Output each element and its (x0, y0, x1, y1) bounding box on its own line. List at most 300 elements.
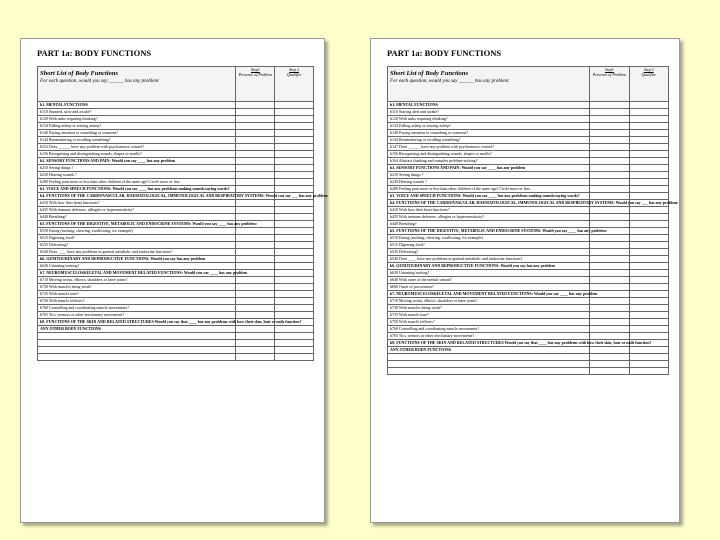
step2-answer-cell[interactable] (275, 242, 314, 249)
step1-answer-cell[interactable] (590, 116, 629, 123)
question-text: b144 Remembering or recalling something? (388, 137, 590, 144)
question-row (38, 228, 314, 235)
question-text: b230 Hearing sounds ? (388, 179, 590, 186)
step2-answer-cell[interactable] (275, 347, 314, 354)
question-text: b110 Stunned, slow and awake? (38, 109, 236, 116)
question-text (38, 354, 236, 361)
question-text: b440 Breathing? (38, 214, 236, 221)
step1-answer-cell[interactable] (236, 165, 275, 172)
step2-answer-cell[interactable] (629, 256, 668, 263)
step1-answer-cell[interactable] (590, 144, 629, 151)
question-text: b435 With immune defences, allergies or hypersensitivity? (38, 207, 236, 214)
question-row (388, 116, 669, 123)
step1-answer-cell[interactable] (236, 109, 275, 116)
blank-row (38, 333, 314, 340)
question-row (38, 123, 314, 130)
question-row (388, 207, 669, 214)
step1-answer-cell[interactable] (590, 158, 629, 165)
step1-answer-cell[interactable] (590, 207, 629, 214)
question-row (38, 235, 314, 242)
step2-answer-cell[interactable] (629, 193, 668, 200)
section-heading: b6. GENITOURINARY AND REPRODUCTIVE FUNCTIONS: Would you say has any problem (38, 256, 236, 263)
step1-description: Presence of Problem (592, 72, 626, 77)
step2-description: Qualifier (641, 72, 657, 77)
step2-answer-cell[interactable] (629, 221, 668, 228)
question-text: b147 Does ______ have any problem with psychomotor control? (388, 144, 590, 151)
question-row (388, 179, 669, 186)
step1-label: Step1 (250, 67, 260, 72)
table-header-question: For each question, would you say ______ has any problem: (390, 79, 510, 84)
table-header-question: For each question, would you say ______ has any problem: (40, 79, 160, 84)
question-row (388, 242, 669, 249)
step1-answer-cell[interactable] (590, 270, 629, 277)
question-text: b210 Seeing things ? (388, 172, 590, 179)
question-row (388, 256, 669, 263)
body-functions-table (37, 66, 329, 361)
step2-answer-cell[interactable] (275, 312, 314, 319)
step2-answer-cell[interactable] (275, 200, 314, 207)
step2-answer-cell[interactable] (275, 221, 314, 228)
step2-answer-cell[interactable] (275, 137, 314, 144)
step1-answer-cell[interactable] (236, 312, 275, 319)
step1-answer-cell[interactable] (236, 235, 275, 242)
step1-answer-cell[interactable] (590, 368, 629, 375)
step1-answer-cell[interactable] (590, 354, 629, 361)
step2-answer-cell[interactable] (275, 354, 314, 361)
step2-answer-cell[interactable] (275, 109, 314, 116)
question-text: b735 With muscle tone? (38, 291, 236, 298)
section-heading: b5. FUNCTIONS OF THE DIGESTIVE, METABOLIC AND ENDOCRINE SYSTEMS: Would you say ____ has any problem: (388, 228, 590, 235)
step1-answer-cell[interactable] (236, 305, 275, 312)
blank-row (38, 347, 314, 354)
question-text: b710 Moving wrists, elbows, shoulders or knee joints? (38, 277, 236, 284)
step1-answer-cell[interactable] (236, 354, 275, 361)
step1-answer-cell[interactable] (236, 340, 275, 347)
question-text (388, 368, 590, 375)
step2-answer-cell[interactable] (629, 179, 668, 186)
question-text: b710 Moving wrists, elbows, shoulders or knee joints? (388, 298, 590, 305)
table-header-row (38, 67, 314, 102)
step1-answer-cell[interactable] (590, 179, 629, 186)
section-heading: b4. FUNCTIONS OF THE CARDIOVASCULAR, HAEMATOLOGICAL, IMMUNOLOGICAL AND RESPIRATORY SYSTEMS: Would you say ___ has any problem: (38, 193, 236, 200)
question-text: b760 Controlling and coordinating muscle movements? (38, 305, 236, 312)
question-row (38, 109, 314, 116)
question-text: b140 Paying attention to something or someone? (388, 130, 590, 137)
question-row (38, 298, 314, 305)
question-row (38, 277, 314, 284)
question-row (38, 130, 314, 137)
step1-answer-cell[interactable] (590, 193, 629, 200)
step2-answer-cell[interactable] (275, 102, 314, 109)
step1-answer-cell[interactable] (590, 284, 629, 291)
section-row (38, 326, 314, 333)
step2-column-header (275, 67, 314, 102)
step1-answer-cell[interactable] (590, 347, 629, 354)
blank-row (388, 354, 669, 361)
step1-answer-cell[interactable] (236, 263, 275, 270)
step2-answer-cell[interactable] (275, 291, 314, 298)
question-text: b515 Digesting food? (38, 235, 236, 242)
step1-answer-cell[interactable] (590, 221, 629, 228)
step2-answer-cell[interactable] (629, 263, 668, 270)
question-row (38, 200, 314, 207)
question-text (38, 347, 236, 354)
step1-answer-cell[interactable] (590, 256, 629, 263)
question-row (38, 179, 314, 186)
step2-answer-cell[interactable] (629, 151, 668, 158)
step1-column-header (236, 67, 275, 102)
section-row (38, 158, 314, 165)
step2-answer-cell[interactable] (629, 207, 668, 214)
step1-answer-cell[interactable] (236, 123, 275, 130)
step2-answer-cell[interactable] (629, 347, 668, 354)
step2-answer-cell[interactable] (275, 165, 314, 172)
question-text: b730 With muscles being weak? (38, 284, 236, 291)
step1-answer-cell[interactable] (236, 207, 275, 214)
question-row (38, 137, 314, 144)
question-text: b750 With muscle reflexes? (388, 319, 590, 326)
step2-answer-cell[interactable] (629, 270, 668, 277)
question-text: b144 Remembering or recalling something? (38, 137, 236, 144)
step2-answer-cell[interactable] (629, 354, 668, 361)
step1-answer-cell[interactable] (236, 228, 275, 235)
question-text: b140 Paying attention to something or someone? (38, 130, 236, 137)
step2-answer-cell[interactable] (275, 326, 314, 333)
question-row (38, 249, 314, 256)
step1-answer-cell[interactable] (590, 305, 629, 312)
step1-answer-cell[interactable] (590, 235, 629, 242)
body-functions-table (387, 66, 679, 375)
section-row (388, 263, 669, 270)
step1-answer-cell[interactable] (590, 186, 629, 193)
question-text: b735 With muscle tone? (388, 312, 590, 319)
step1-answer-cell[interactable] (236, 186, 275, 193)
step2-label: Step 2 (289, 67, 300, 72)
question-row (388, 123, 669, 130)
question-text: b540 Does ____ have any problems in general metabolic and endocrine functions? (388, 256, 590, 263)
section-heading: ANY OTHER BODY FUNCTIONS (38, 326, 236, 333)
blank-row (38, 340, 314, 347)
step1-answer-cell[interactable] (236, 102, 275, 109)
section-row (388, 340, 669, 347)
step2-answer-cell[interactable] (629, 235, 668, 242)
step1-answer-cell[interactable] (590, 102, 629, 109)
section-row (38, 256, 314, 263)
section-heading: b1. MENTAL FUNCTIONS (38, 102, 236, 109)
step2-answer-cell[interactable] (629, 284, 668, 291)
part-title: PART 1a: BODY FUNCTIONS (387, 48, 502, 58)
section-heading: b7. NEUROMUSCULOSKELETAL AND MOVEMENT RELATED FUNCTIONS: Would you say ____ has any problem (38, 270, 236, 277)
question-row (388, 284, 669, 291)
question-text: b540 Does ____ have any problems in general metabolic and endocrine functions? (38, 249, 236, 256)
step1-answer-cell[interactable] (590, 242, 629, 249)
question-text: b120 With tasks requiring thinking? (388, 116, 590, 123)
step1-answer-cell[interactable] (590, 214, 629, 221)
step1-answer-cell[interactable] (590, 298, 629, 305)
step1-answer-cell[interactable] (236, 151, 275, 158)
question-row (388, 326, 669, 333)
section-row (388, 228, 669, 235)
step1-answer-cell[interactable] (236, 116, 275, 123)
step2-answer-cell[interactable] (275, 207, 314, 214)
step1-answer-cell[interactable] (236, 200, 275, 207)
question-row (388, 221, 669, 228)
section-row (38, 270, 314, 277)
step1-column-header (590, 67, 629, 102)
step2-answer-cell[interactable] (275, 249, 314, 256)
section-row (388, 347, 669, 354)
question-row (388, 270, 669, 277)
step2-answer-cell[interactable] (275, 284, 314, 291)
section-row (38, 186, 314, 193)
question-row (388, 130, 669, 137)
step1-label: Step1 (604, 67, 614, 72)
step2-answer-cell[interactable] (629, 319, 668, 326)
question-row (388, 277, 669, 284)
question-row (38, 214, 314, 221)
step2-answer-cell[interactable] (275, 270, 314, 277)
form-page-right (370, 38, 680, 523)
step2-answer-cell[interactable] (275, 340, 314, 347)
section-row (388, 200, 669, 207)
step1-answer-cell[interactable] (590, 326, 629, 333)
step2-answer-cell[interactable] (629, 186, 668, 193)
step1-answer-cell[interactable] (590, 172, 629, 179)
step2-answer-cell[interactable] (629, 214, 668, 221)
step2-answer-cell[interactable] (629, 305, 668, 312)
section-heading: b8. FUNCTIONS OF THE SKIN AND RELATED STRUCTURES Would you say that ____ has any problems with how their skin, hair or nails function? (38, 319, 236, 326)
question-row (38, 305, 314, 312)
question-row (38, 116, 314, 123)
question-row (388, 214, 669, 221)
section-heading: b4. FUNCTIONS OF THE CARDIOVASCULAR, HAEMATOLOGICAL, IMMUNOLOGICAL AND RESPIRATORY SYSTEMS: Would you say ___ has any problem: (388, 200, 590, 207)
step1-answer-cell[interactable] (236, 333, 275, 340)
question-text: b620 Urinating/wetting? (388, 270, 590, 277)
step2-answer-cell[interactable] (629, 109, 668, 116)
step1-answer-cell[interactable] (236, 347, 275, 354)
question-row (388, 151, 669, 158)
step1-answer-cell[interactable] (590, 333, 629, 340)
step1-answer-cell[interactable] (236, 242, 275, 249)
step2-answer-cell[interactable] (275, 144, 314, 151)
table-header-title: Short List of Body Functions (40, 70, 119, 77)
step1-answer-cell[interactable] (236, 284, 275, 291)
question-text: b525 Defecating? (388, 249, 590, 256)
step2-answer-cell[interactable] (629, 291, 668, 298)
question-row (388, 305, 669, 312)
step2-answer-cell[interactable] (629, 130, 668, 137)
step2-answer-cell[interactable] (629, 249, 668, 256)
question-row (38, 312, 314, 319)
question-row (388, 186, 669, 193)
step1-answer-cell[interactable] (590, 137, 629, 144)
step2-answer-cell[interactable] (629, 144, 668, 151)
step1-answer-cell[interactable] (590, 151, 629, 158)
section-row (388, 102, 669, 109)
step2-answer-cell[interactable] (275, 228, 314, 235)
section-row (38, 221, 314, 228)
question-text (388, 354, 590, 361)
step1-answer-cell[interactable] (236, 298, 275, 305)
step2-answer-cell[interactable] (275, 123, 314, 130)
question-text (388, 361, 590, 368)
step1-answer-cell[interactable] (590, 109, 629, 116)
question-text: b120 With tasks requiring thinking? (38, 116, 236, 123)
step2-answer-cell[interactable] (629, 116, 668, 123)
section-row (388, 165, 669, 172)
step2-label: Step 2 (643, 67, 654, 72)
question-row (38, 284, 314, 291)
question-text: b134 Falling asleep or staying asleep? (388, 123, 590, 130)
step2-answer-cell[interactable] (629, 123, 668, 130)
question-row (388, 137, 669, 144)
step1-answer-cell[interactable] (236, 158, 275, 165)
question-text (38, 340, 236, 347)
question-row (38, 242, 314, 249)
step2-answer-cell[interactable] (275, 172, 314, 179)
step2-column-header (629, 67, 668, 102)
section-heading: b7. NEUROMUSCULOSKELETAL AND MOVEMENT RELATED FUNCTIONS: Would you say ____ has any problem (388, 291, 590, 298)
question-text: b660 Onset of procreation? (388, 284, 590, 291)
part-title: PART 1a: BODY FUNCTIONS (37, 48, 152, 58)
step1-answer-cell[interactable] (590, 130, 629, 137)
step2-answer-cell[interactable] (275, 158, 314, 165)
step1-answer-cell[interactable] (590, 361, 629, 368)
step2-answer-cell[interactable] (275, 214, 314, 221)
step2-answer-cell[interactable] (275, 305, 314, 312)
question-text: b515 Digesting food? (388, 242, 590, 249)
question-text: b152 Does ______ have any problem with psychomotor control? (38, 144, 236, 151)
table-header-cell (388, 67, 590, 102)
question-row (38, 165, 314, 172)
step2-answer-cell[interactable] (629, 312, 668, 319)
question-row (388, 249, 669, 256)
step2-answer-cell[interactable] (275, 179, 314, 186)
step2-answer-cell[interactable] (629, 137, 668, 144)
step2-answer-cell[interactable] (629, 277, 668, 284)
section-row (388, 291, 669, 298)
step1-description: Presence of Problem (238, 72, 272, 77)
section-heading: ANY OTHER BODY FUNCTIONS (388, 347, 590, 354)
question-row (388, 144, 669, 151)
step1-answer-cell[interactable] (236, 130, 275, 137)
step2-answer-cell[interactable] (275, 116, 314, 123)
question-text: b510 Eating (sucking, chewing, swallowing, for example) (38, 228, 236, 235)
question-row (38, 172, 314, 179)
question-row (38, 144, 314, 151)
section-row (38, 193, 314, 200)
step2-answer-cell[interactable] (275, 333, 314, 340)
step2-answer-cell[interactable] (629, 368, 668, 375)
section-heading: b3. VOICE AND SPEECH FUNCTIONS: Would you say ____ has any problems making sounds/saying words? (38, 186, 236, 193)
step1-answer-cell[interactable] (590, 319, 629, 326)
question-text: b765 Tics, tremors or other involuntary movements? (388, 333, 590, 340)
question-text: b410 With how their heart functions? (38, 200, 236, 207)
step1-answer-cell[interactable] (590, 123, 629, 130)
question-text: b210 Seeing things ? (38, 165, 236, 172)
step2-answer-cell[interactable] (629, 333, 668, 340)
step1-answer-cell[interactable] (590, 312, 629, 319)
step1-answer-cell[interactable] (236, 172, 275, 179)
step2-answer-cell[interactable] (629, 242, 668, 249)
step1-answer-cell[interactable] (590, 249, 629, 256)
step1-answer-cell[interactable] (590, 165, 629, 172)
question-text: b440 Breathing? (388, 221, 590, 228)
question-text: b156 Recognizing and distinguishing sounds, shapes or smells? (388, 151, 590, 158)
step2-answer-cell[interactable] (275, 151, 314, 158)
step2-answer-cell[interactable] (275, 130, 314, 137)
question-row (388, 319, 669, 326)
step2-answer-cell[interactable] (629, 228, 668, 235)
question-row (38, 207, 314, 214)
step2-answer-cell[interactable] (275, 298, 314, 305)
question-text: b164 Abstract thinking and complex problem-solving? (388, 158, 590, 165)
question-text: b750 With muscle reflexes? (38, 298, 236, 305)
section-heading: b2. SENSORY FUNCTIONS AND PAIN: Would you say ____ has any problem (388, 165, 590, 172)
step1-answer-cell[interactable] (590, 277, 629, 284)
question-row (38, 151, 314, 158)
question-text: b730 With muscles being weak? (388, 305, 590, 312)
step1-answer-cell[interactable] (236, 179, 275, 186)
step2-answer-cell[interactable] (629, 298, 668, 305)
step2-answer-cell[interactable] (275, 277, 314, 284)
question-text: b760 Controlling and coordinating muscle movements? (388, 326, 590, 333)
section-heading: b5. FUNCTIONS OF THE DIGESTIVE, METABOLIC AND ENDOCRINE SYSTEMS: Would you say ____ has any problem: (38, 221, 236, 228)
question-row (388, 235, 669, 242)
question-row (388, 312, 669, 319)
question-text: b110 Staying alert and awake? (388, 109, 590, 116)
step1-answer-cell[interactable] (590, 263, 629, 270)
table-header-cell (38, 67, 236, 102)
step1-answer-cell[interactable] (236, 249, 275, 256)
question-row (388, 172, 669, 179)
section-row (388, 193, 669, 200)
section-heading: b6. GENITOURINARY AND REPRODUCTIVE FUNCTIONS: Would you say has any problem (388, 263, 590, 270)
blank-row (38, 354, 314, 361)
form-page-left (20, 38, 329, 523)
step1-answer-cell[interactable] (236, 326, 275, 333)
step1-answer-cell[interactable] (236, 137, 275, 144)
section-heading: b1. MENTAL FUNCTIONS (388, 102, 590, 109)
step1-answer-cell[interactable] (236, 291, 275, 298)
step2-answer-cell[interactable] (629, 361, 668, 368)
step1-answer-cell[interactable] (236, 144, 275, 151)
step1-answer-cell[interactable] (236, 214, 275, 221)
question-row (38, 263, 314, 270)
step1-answer-cell[interactable] (236, 277, 275, 284)
step2-answer-cell[interactable] (275, 263, 314, 270)
question-text: b280 Feeling pain more or less than other children of the same age? Circle more or less (388, 186, 590, 193)
step2-answer-cell[interactable] (629, 102, 668, 109)
step2-answer-cell[interactable] (629, 158, 668, 165)
step2-answer-cell[interactable] (275, 235, 314, 242)
section-row (38, 319, 314, 326)
step2-answer-cell[interactable] (629, 326, 668, 333)
step1-answer-cell[interactable] (236, 256, 275, 263)
step2-answer-cell[interactable] (275, 256, 314, 263)
step2-answer-cell[interactable] (629, 172, 668, 179)
section-row (38, 102, 314, 109)
step2-description: Qualifier (286, 72, 302, 77)
question-text: b410 With how their heart functions? (388, 207, 590, 214)
blank-row (388, 368, 669, 375)
question-row (38, 291, 314, 298)
question-text: b134 Falling asleep or staying asleep? (38, 123, 236, 130)
step2-answer-cell[interactable] (275, 186, 314, 193)
step2-answer-cell[interactable] (629, 165, 668, 172)
section-heading: b2. SENSORY FUNCTIONS AND PAIN: Would you say ____ has any problem (38, 158, 236, 165)
section-heading: b3. VOICE AND SPEECH FUNCTIONS: Would you say ____ has any problems making sounds/saying words? (388, 193, 590, 200)
